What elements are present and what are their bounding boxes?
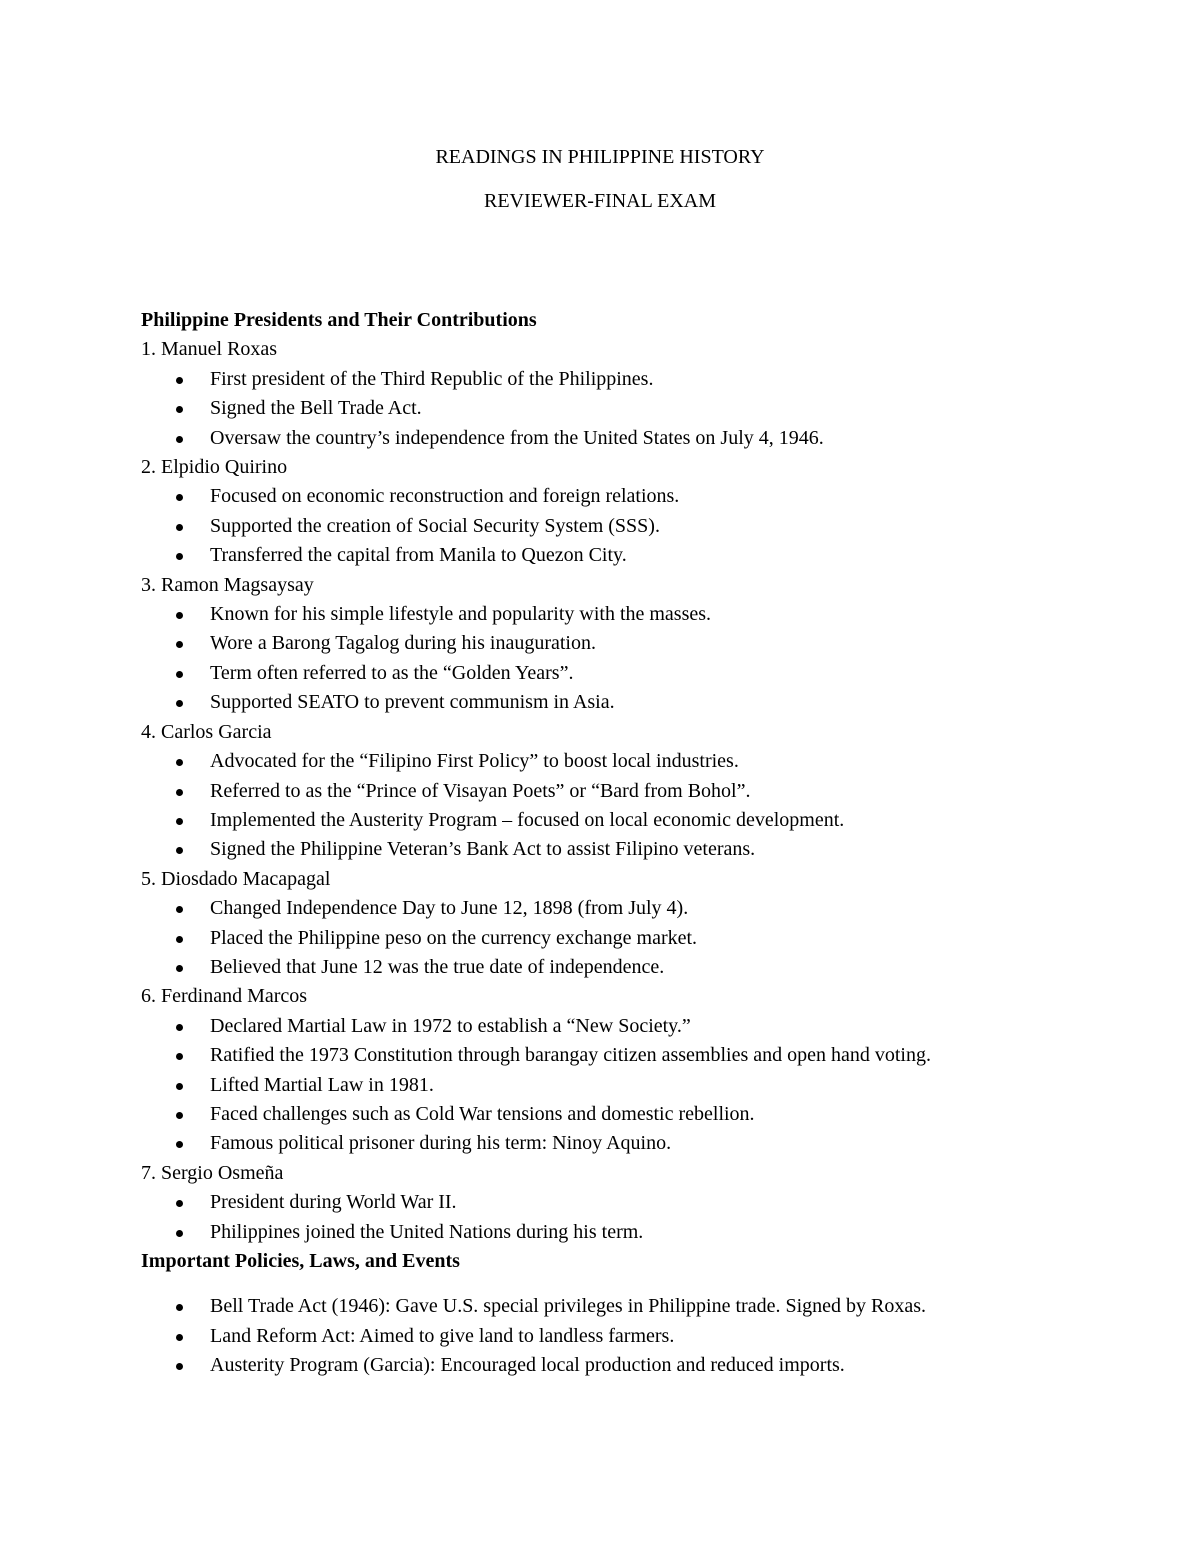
president-name: 7. Sergio Osmeña xyxy=(141,1161,284,1184)
paragraph-spacer xyxy=(141,1276,1061,1292)
bullet-list xyxy=(141,600,1061,718)
bullet-icon xyxy=(176,818,183,825)
bullet-list xyxy=(141,1012,1061,1159)
president-block xyxy=(141,865,1061,983)
list-item xyxy=(141,482,1000,511)
list-item xyxy=(141,1351,1000,1380)
list-item xyxy=(141,659,1000,688)
list-item xyxy=(141,629,1000,658)
bullet-list xyxy=(141,482,1061,570)
bullet-list xyxy=(141,1292,1061,1380)
list-item-text: Known for his simple lifestyle and popularity with the masses. xyxy=(210,603,712,626)
bullet-icon xyxy=(176,1112,183,1119)
bullet-icon xyxy=(176,1053,183,1060)
bullet-icon xyxy=(176,906,183,913)
list-item xyxy=(141,600,1000,629)
document-title: READINGS IN PHILIPPINE HISTORY xyxy=(435,146,765,168)
section-heading-presidents: Philippine Presidents and Their Contributions xyxy=(141,309,537,331)
list-item-text: President during World War II. xyxy=(210,1191,457,1214)
document-body xyxy=(141,306,1061,1381)
list-item xyxy=(141,835,1000,864)
list-item-text: Implemented the Austerity Program – focused on local economic development. xyxy=(210,808,845,831)
list-item xyxy=(141,365,1000,394)
list-item xyxy=(141,1071,1000,1100)
bullet-icon xyxy=(176,1200,183,1207)
bullet-list xyxy=(141,365,1061,453)
list-item-text: Advocated for the “Filipino First Policy” to boost local industries. xyxy=(210,750,739,773)
bullet-icon xyxy=(176,759,183,766)
section-heading-policies: Important Policies, Laws, and Events xyxy=(141,1250,460,1272)
list-item xyxy=(141,424,1000,453)
list-item xyxy=(141,1322,1000,1351)
bullet-icon xyxy=(176,1083,183,1090)
list-item xyxy=(141,1129,1000,1158)
bullet-icon xyxy=(176,1230,183,1237)
bullet-icon xyxy=(176,494,183,501)
bullet-list xyxy=(141,747,1061,865)
list-item xyxy=(141,1188,1000,1217)
list-item-text: Declared Martial Law in 1972 to establish a “New Society.” xyxy=(210,1014,691,1037)
list-item-text: Philippines joined the United Nations during his term. xyxy=(210,1220,644,1243)
list-item xyxy=(141,1012,1000,1041)
list-item xyxy=(141,1292,1000,1321)
list-item-text: Believed that June 12 was the true date of independence. xyxy=(210,955,665,978)
list-item-text: Changed Independence Day to June 12, 1898 (from July 4). xyxy=(210,897,689,920)
list-item-text: Transferred the capital from Manila to Quezon City. xyxy=(210,544,627,567)
bullet-icon xyxy=(176,436,183,443)
list-item-text: Bell Trade Act (1946): Gave U.S. special privileges in Philippine trade. Signed by Roxas. xyxy=(210,1295,927,1318)
list-item-text: Supported SEATO to prevent communism in Asia. xyxy=(210,691,615,714)
list-item xyxy=(141,1100,1000,1129)
list-item-text: First president of the Third Republic of the Philippines. xyxy=(210,367,654,390)
list-item xyxy=(141,688,1000,717)
list-item xyxy=(141,894,1000,923)
list-item xyxy=(141,541,1000,570)
president-block xyxy=(141,1159,1061,1247)
bullet-icon xyxy=(176,406,183,413)
president-name: 6. Ferdinand Marcos xyxy=(141,985,308,1008)
list-item-text: Supported the creation of Social Security System (SSS). xyxy=(210,514,660,537)
list-item-text: Wore a Barong Tagalog during his inauguration. xyxy=(210,632,596,655)
list-item xyxy=(141,394,1000,423)
bullet-list xyxy=(141,894,1061,982)
bullet-icon xyxy=(176,789,183,796)
bullet-icon xyxy=(176,553,183,560)
bullet-icon xyxy=(176,524,183,531)
bullet-icon xyxy=(176,847,183,854)
list-item-text: Referred to as the “Prince of Visayan Poets” or “Bard from Bohol”. xyxy=(210,779,751,802)
president-name: 3. Ramon Magsaysay xyxy=(141,573,314,596)
list-item xyxy=(141,1041,1000,1070)
bullet-icon xyxy=(176,1024,183,1031)
list-item xyxy=(141,1218,1000,1247)
list-item-text: Ratified the 1973 Constitution through barangay citizen assemblies and open hand voting. xyxy=(210,1044,931,1067)
bullet-icon xyxy=(176,936,183,943)
list-item-text: Signed the Philippine Veteran’s Bank Act to assist Filipino veterans. xyxy=(210,838,756,861)
list-item-text: Focused on economic reconstruction and foreign relations. xyxy=(210,485,680,508)
list-item-text: Placed the Philippine peso on the currency exchange market. xyxy=(210,926,698,949)
president-block xyxy=(141,571,1061,718)
bullet-icon xyxy=(176,612,183,619)
list-item-text: Signed the Bell Trade Act. xyxy=(210,397,422,420)
president-block xyxy=(141,982,1061,1158)
list-item xyxy=(141,777,1000,806)
list-item-text: Famous political prisoner during his term: Ninoy Aquino. xyxy=(210,1132,672,1155)
president-block xyxy=(141,453,1061,571)
bullet-icon xyxy=(176,1334,183,1341)
president-name: 4. Carlos Garcia xyxy=(141,720,272,743)
bullet-icon xyxy=(176,377,183,384)
president-name: 1. Manuel Roxas xyxy=(141,338,278,361)
president-block xyxy=(141,718,1061,865)
president-block xyxy=(141,335,1061,453)
document-subtitle: REVIEWER-FINAL EXAM xyxy=(483,190,716,212)
bullet-icon xyxy=(176,1141,183,1148)
bullet-icon xyxy=(176,1304,183,1311)
list-item-text: Lifted Martial Law in 1981. xyxy=(210,1073,434,1096)
bullet-icon xyxy=(176,641,183,648)
bullet-list xyxy=(141,1188,1061,1247)
bullet-icon xyxy=(176,1363,183,1370)
bullet-icon xyxy=(176,965,183,972)
list-item-text: Term often referred to as the “Golden Years”. xyxy=(210,661,574,684)
list-item xyxy=(141,806,1000,835)
bullet-icon xyxy=(176,671,183,678)
list-item-text: Austerity Program (Garcia): Encouraged local production and reduced imports. xyxy=(210,1354,845,1377)
list-item-text: Land Reform Act: Aimed to give land to landless farmers. xyxy=(210,1324,675,1347)
list-item-text: Oversaw the country’s independence from the United States on July 4, 1946. xyxy=(210,426,824,449)
list-item xyxy=(141,512,1000,541)
president-name: 2. Elpidio Quirino xyxy=(141,456,288,479)
list-item xyxy=(141,747,1000,776)
list-item-text: Faced challenges such as Cold War tensions and domestic rebellion. xyxy=(210,1102,755,1125)
bullet-icon xyxy=(176,700,183,707)
list-item xyxy=(141,924,1000,953)
list-item xyxy=(141,953,1000,982)
president-name: 5. Diosdado Macapagal xyxy=(141,867,331,890)
